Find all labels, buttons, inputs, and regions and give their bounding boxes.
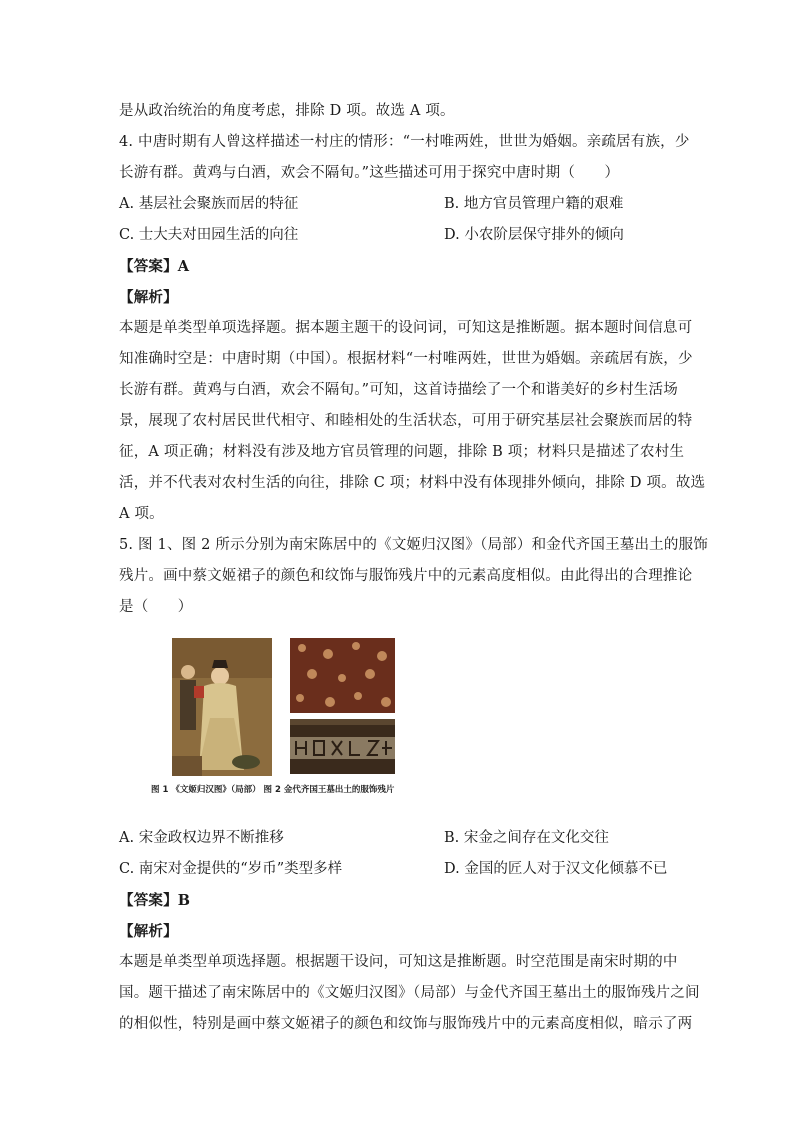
option-d: D. 小农阶层保守排外的倾向 (444, 227, 624, 243)
question-4-options-row-2 (119, 220, 679, 251)
analysis-text: A 项。 (119, 506, 164, 522)
analysis-text: 的相似性，特别是画中蔡文姬裙子的颜色和纹饰与服饰残片中的元素高度相似，暗示了两 (119, 1016, 693, 1032)
option-c: C. 南宋对金提供的“岁币”类型多样 (119, 861, 343, 877)
option-a: A. 基层社会聚族而居的特征 (119, 196, 299, 212)
analysis-text: 景，展现了农村居民世代相守、和睦相处的生活状态，可用于研究基层社会聚族而居的特 (119, 413, 693, 429)
fabric-border-image (290, 719, 395, 774)
analysis-text: 本题是单类型单项选择题。根据题干设问，可知这是推断题。时空范围是南宋时期的中 (119, 954, 678, 970)
analysis-label: 【解析】 (119, 289, 178, 306)
fabric-fragment-image (290, 638, 395, 713)
question-5-stem-cont: 是（ ） (119, 599, 193, 615)
figure-block (119, 633, 679, 817)
question-5-stem-cont: 残片。画中蔡文姬裙子的颜色和纹饰与服饰残片中的元素高度相似。由此得出的合理推论 (119, 568, 693, 584)
analysis-text: 知准确时空是：中唐时期（中国）。根据材料“一村唯两姓，世世为婚姻。亲疏居有族，少 (119, 351, 693, 367)
painting-image (172, 638, 272, 776)
analysis-text: 本题是单类型单项选择题。据本题主题干的设问词，可知这是推断题。据本题时间信息可 (119, 320, 693, 336)
analysis-text: 国。题干描述了南宋陈居中的《文姬归汉图》（局部）与金代齐国王墓出土的服饰残片之间 (119, 985, 700, 1001)
option-b: B. 宋金之间存在文化交往 (444, 830, 609, 846)
analysis-text: 活，并不代表对农村生活的向往，排除 C 项；材料中没有体现排外倾向，排除 D 项。故选 (119, 475, 706, 491)
option-a: A. 宋金政权边界不断推移 (119, 830, 284, 846)
question-4-options-row-1 (119, 189, 679, 220)
question-4-stem-cont: 长游有群。黄鸡与白酒，欢会不隔旬。”这些描述可用于探究中唐时期（ ） (119, 165, 620, 181)
figure-caption: 图 1 《文姬归汉图》（局部） 图 2 金代齐国王墓出土的服饰残片 (151, 785, 395, 795)
answer-label: 【答案】A (119, 258, 190, 275)
analysis-text: 长游有群。黄鸡与白酒，欢会不隔旬。”可知，这首诗描绘了一个和谐美好的乡村生活场 (119, 382, 678, 398)
option-c: C. 士大夫对田园生活的向往 (119, 227, 299, 243)
question-5-options-row-2 (119, 854, 679, 885)
question-5-options-row-1 (119, 823, 679, 854)
question-4-stem: 4. 中唐时期有人曾这样描述一村庄的情形：“一村唯两姓，世世为婚姻。亲疏居有族，少 (119, 134, 690, 150)
option-b: B. 地方官员管理户籍的艰难 (444, 196, 624, 212)
analysis-label: 【解析】 (119, 923, 178, 940)
option-d: D. 金国的匠人对于汉文化倾慕不已 (444, 861, 668, 877)
answer-label: 【答案】B (119, 892, 191, 909)
text-line: 是从政治统治的角度考虑，排除 D 项。故选 A 项。 (119, 103, 455, 119)
analysis-text: 征，A 项正确；材料没有涉及地方官员管理的问题，排除 B 项；材料只是描述了农村生 (119, 444, 685, 460)
question-5-stem: 5. 图 1、图 2 所示分别为南宋陈居中的《文姬归汉图》（局部）和金代齐国王墓出土的服饰 (119, 537, 708, 553)
document-page (119, 96, 708, 1040)
